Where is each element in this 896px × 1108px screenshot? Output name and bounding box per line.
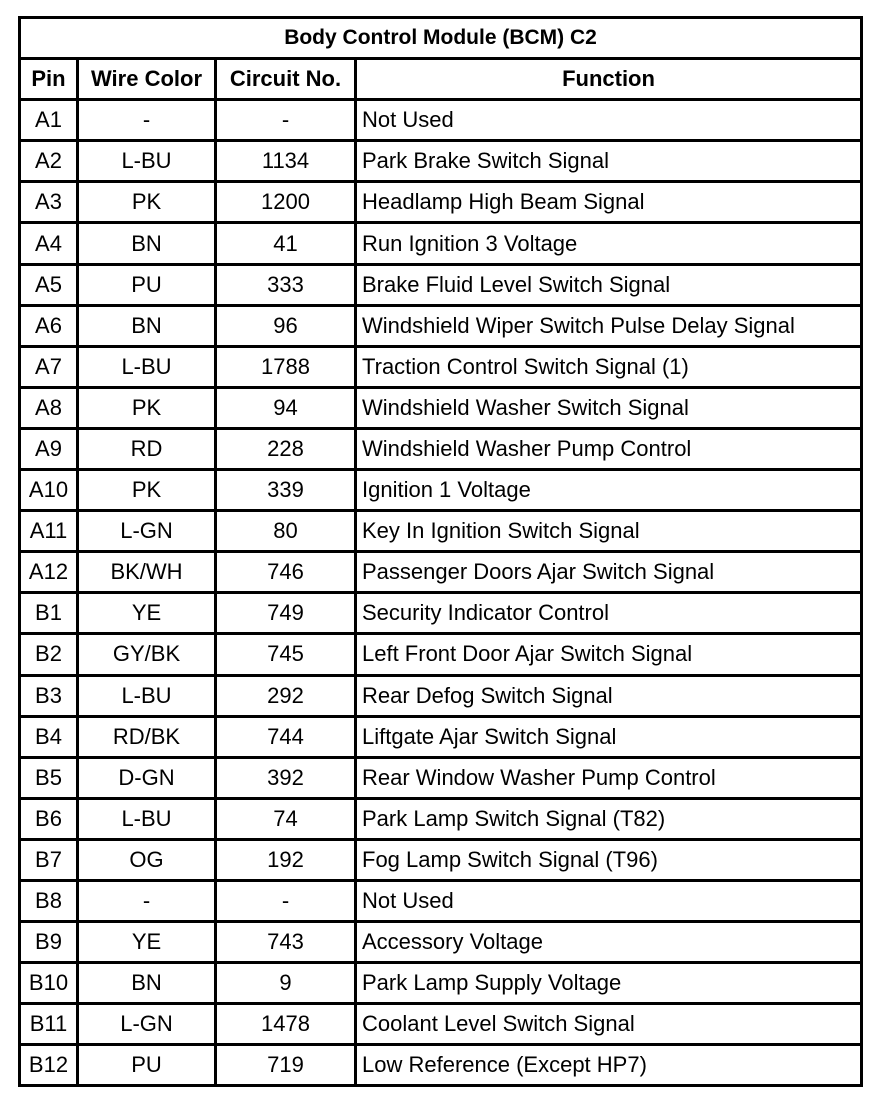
cell-pin: A1 [20,100,78,141]
cell-circuit-no: 339 [216,470,356,511]
cell-function: Fog Lamp Switch Signal (T96) [356,839,862,880]
cell-function: Not Used [356,880,862,921]
header-function: Function [356,59,862,100]
table-row [20,716,862,757]
cell-circuit-no: 743 [216,922,356,963]
header-pin: Pin [20,59,78,100]
table-row [20,880,862,921]
table-body [20,100,862,1086]
cell-pin: B12 [20,1045,78,1086]
cell-circuit-no: 9 [216,963,356,1004]
table-row [20,100,862,141]
table-row [20,839,862,880]
cell-pin: B6 [20,798,78,839]
cell-circuit-no: 74 [216,798,356,839]
cell-wire-color: PK [78,182,216,223]
table-row [20,387,862,428]
cell-pin: B4 [20,716,78,757]
cell-function: Traction Control Switch Signal (1) [356,346,862,387]
cell-circuit-no: 94 [216,387,356,428]
cell-function: Park Brake Switch Signal [356,141,862,182]
cell-circuit-no: 228 [216,428,356,469]
cell-wire-color: BN [78,963,216,1004]
cell-function: Windshield Washer Pump Control [356,428,862,469]
cell-circuit-no: 746 [216,552,356,593]
cell-wire-color: L-GN [78,1004,216,1045]
cell-wire-color: L-BU [78,798,216,839]
cell-circuit-no: 1478 [216,1004,356,1045]
table-row [20,922,862,963]
cell-function: Brake Fluid Level Switch Signal [356,264,862,305]
cell-wire-color: L-BU [78,141,216,182]
table-title-row [20,18,862,59]
cell-pin: B7 [20,839,78,880]
cell-pin: A11 [20,511,78,552]
header-wire-color: Wire Color [78,59,216,100]
cell-pin: A2 [20,141,78,182]
table-row [20,182,862,223]
cell-pin: B2 [20,634,78,675]
cell-function: Not Used [356,100,862,141]
cell-function: Left Front Door Ajar Switch Signal [356,634,862,675]
cell-pin: B1 [20,593,78,634]
cell-wire-color: RD [78,428,216,469]
cell-function: Windshield Wiper Switch Pulse Delay Signal [356,305,862,346]
cell-circuit-no: 96 [216,305,356,346]
cell-circuit-no: 749 [216,593,356,634]
cell-pin: B9 [20,922,78,963]
cell-function: Rear Window Washer Pump Control [356,757,862,798]
cell-circuit-no: - [216,100,356,141]
cell-pin: B11 [20,1004,78,1045]
table-row [20,798,862,839]
cell-function: Headlamp High Beam Signal [356,182,862,223]
cell-function: Liftgate Ajar Switch Signal [356,716,862,757]
cell-wire-color: YE [78,593,216,634]
table-row [20,675,862,716]
cell-wire-color: GY/BK [78,634,216,675]
table-row [20,963,862,1004]
cell-wire-color: RD/BK [78,716,216,757]
cell-function: Key In Ignition Switch Signal [356,511,862,552]
cell-circuit-no: 333 [216,264,356,305]
cell-wire-color: BN [78,305,216,346]
cell-wire-color: BN [78,223,216,264]
cell-function: Ignition 1 Voltage [356,470,862,511]
cell-circuit-no: 80 [216,511,356,552]
cell-wire-color: YE [78,922,216,963]
table-row [20,428,862,469]
cell-function: Park Lamp Switch Signal (T82) [356,798,862,839]
cell-wire-color: - [78,100,216,141]
cell-circuit-no: 392 [216,757,356,798]
cell-pin: B5 [20,757,78,798]
cell-pin: A10 [20,470,78,511]
cell-function: Rear Defog Switch Signal [356,675,862,716]
cell-wire-color: - [78,880,216,921]
cell-wire-color: L-BU [78,346,216,387]
cell-pin: A9 [20,428,78,469]
table-row [20,305,862,346]
cell-function: Run Ignition 3 Voltage [356,223,862,264]
cell-function: Security Indicator Control [356,593,862,634]
cell-circuit-no: 292 [216,675,356,716]
cell-circuit-no: 744 [216,716,356,757]
cell-circuit-no: 41 [216,223,356,264]
table-row [20,1004,862,1045]
cell-pin: A3 [20,182,78,223]
cell-pin: B8 [20,880,78,921]
cell-pin: A5 [20,264,78,305]
cell-pin: A8 [20,387,78,428]
table-title: Body Control Module (BCM) C2 [20,18,862,59]
cell-pin: A7 [20,346,78,387]
cell-function: Coolant Level Switch Signal [356,1004,862,1045]
cell-pin: B10 [20,963,78,1004]
table-row [20,593,862,634]
cell-circuit-no: 1200 [216,182,356,223]
cell-wire-color: PK [78,387,216,428]
cell-pin: A6 [20,305,78,346]
cell-wire-color: L-GN [78,511,216,552]
table-row [20,1045,862,1086]
cell-wire-color: BK/WH [78,552,216,593]
cell-wire-color: PU [78,1045,216,1086]
cell-circuit-no: 1788 [216,346,356,387]
cell-circuit-no: - [216,880,356,921]
cell-pin: B3 [20,675,78,716]
table-row [20,757,862,798]
cell-circuit-no: 192 [216,839,356,880]
cell-wire-color: PU [78,264,216,305]
cell-circuit-no: 745 [216,634,356,675]
table-row [20,346,862,387]
cell-pin: A12 [20,552,78,593]
header-circuit-no: Circuit No. [216,59,356,100]
table-row [20,141,862,182]
cell-function: Windshield Washer Switch Signal [356,387,862,428]
cell-function: Low Reference (Except HP7) [356,1045,862,1086]
cell-circuit-no: 1134 [216,141,356,182]
table-header-row [20,59,862,100]
table-row [20,264,862,305]
table-row [20,634,862,675]
table-row [20,223,862,264]
cell-wire-color: PK [78,470,216,511]
connector-table-container [18,16,860,1087]
table-row [20,511,862,552]
cell-function: Park Lamp Supply Voltage [356,963,862,1004]
cell-pin: A4 [20,223,78,264]
cell-wire-color: L-BU [78,675,216,716]
cell-circuit-no: 719 [216,1045,356,1086]
connector-pinout-table [18,16,863,1087]
cell-function: Passenger Doors Ajar Switch Signal [356,552,862,593]
table-row [20,552,862,593]
cell-function: Accessory Voltage [356,922,862,963]
cell-wire-color: OG [78,839,216,880]
cell-wire-color: D-GN [78,757,216,798]
table-row [20,470,862,511]
